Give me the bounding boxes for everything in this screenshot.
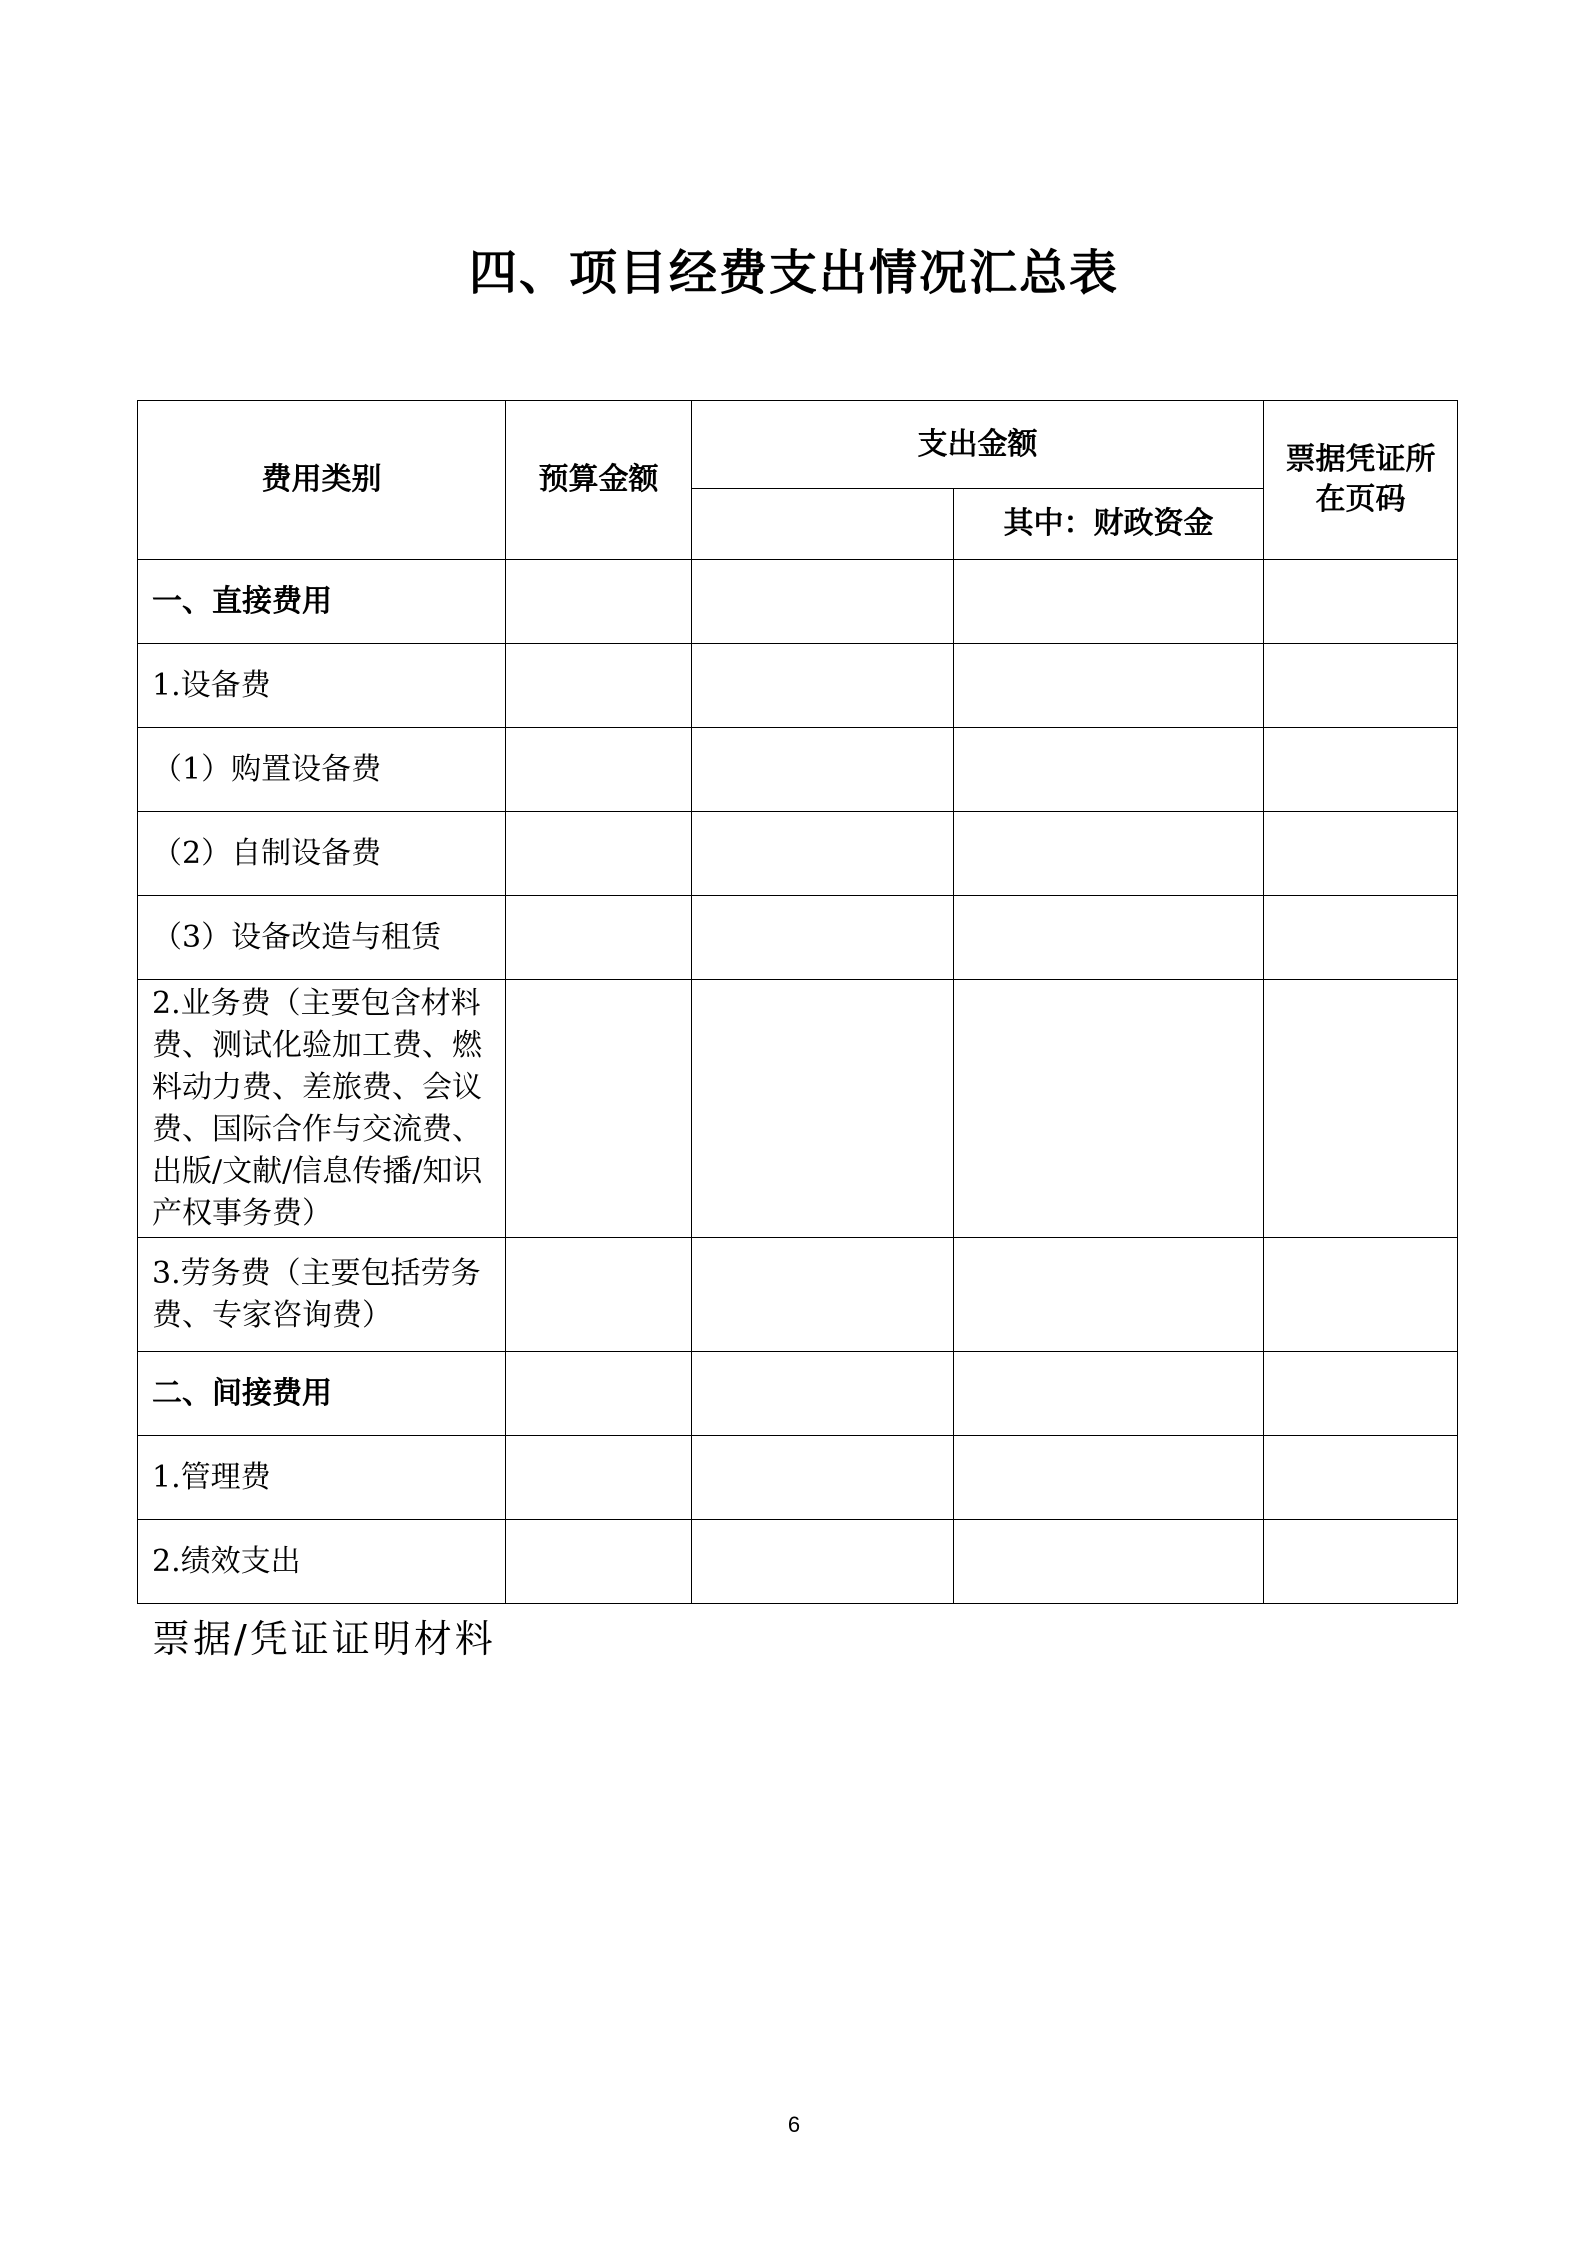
budget-cell [506,980,692,1238]
fiscal-cell [954,644,1264,728]
receipt-page-cell [1264,896,1458,980]
budget-cell [506,560,692,644]
row-label: 2.业务费（主要包含材料费、测试化验加工费、燃料动力费、差旅费、会议费、国际合作与交流费、出版/文献/信息传播/知识产权事务费） [138,980,506,1238]
expenditure-cell [692,1238,954,1352]
page-number: 6 [787,2112,801,2137]
receipt-page-cell [1264,560,1458,644]
page-title: 四、项目经费支出情况汇总表 [468,245,1119,301]
row-label: 2.绩效支出 [138,1520,506,1604]
expenditure-cell [692,728,954,812]
expenditure-cell [692,1520,954,1604]
table-row-indirect-costs [138,1352,1458,1436]
expenditure-cell [692,1436,954,1520]
fiscal-cell [954,728,1264,812]
table-row-business [138,980,1458,1238]
header-expenditure-total [692,489,954,560]
expenditure-cell [692,896,954,980]
header-receipt-page: 票据凭证所在页码 [1264,401,1458,560]
fiscal-cell [954,1520,1264,1604]
expenditure-cell [692,812,954,896]
receipt-page-cell [1264,1436,1458,1520]
row-label: 一、直接费用 [138,560,506,644]
table-row-equipment-self-made [138,812,1458,896]
fiscal-cell [954,980,1264,1238]
receipt-page-cell [1264,728,1458,812]
row-label: 3.劳务费（主要包括劳务费、专家咨询费） [138,1238,506,1352]
fiscal-cell [954,560,1264,644]
table-row-equipment [138,644,1458,728]
fiscal-cell [954,1238,1264,1352]
budget-cell [506,896,692,980]
header-expenditure-fiscal: 其中：财政资金 [954,489,1264,560]
receipt-materials-note: 票据/凭证证明材料 [152,1617,496,1661]
header-category: 费用类别 [138,401,506,560]
header-expenditure: 支出金额 [692,401,1264,489]
expense-summary-table [137,400,1458,1604]
table-row-direct-costs [138,560,1458,644]
budget-cell [506,1520,692,1604]
table-row-equipment-purchase [138,728,1458,812]
budget-cell [506,1436,692,1520]
row-label: 1.设备费 [138,644,506,728]
table-row-performance [138,1520,1458,1604]
fiscal-cell [954,1436,1264,1520]
budget-cell [506,728,692,812]
receipt-page-cell [1264,1520,1458,1604]
table-row-management [138,1436,1458,1520]
table-row-labor [138,1238,1458,1352]
budget-cell [506,812,692,896]
receipt-page-cell [1264,812,1458,896]
budget-cell [506,1352,692,1436]
fiscal-cell [954,896,1264,980]
receipt-page-cell [1264,644,1458,728]
expenditure-cell [692,980,954,1238]
table-row-equipment-lease [138,896,1458,980]
fiscal-cell [954,1352,1264,1436]
receipt-page-cell [1264,1238,1458,1352]
row-label: 二、间接费用 [138,1352,506,1436]
budget-cell [506,1238,692,1352]
budget-cell [506,644,692,728]
fiscal-cell [954,812,1264,896]
header-row-1 [138,401,1458,489]
header-budget: 预算金额 [506,401,692,560]
row-label: （3）设备改造与租赁 [138,896,506,980]
expenditure-cell [692,1352,954,1436]
receipt-page-cell [1264,1352,1458,1436]
expenditure-cell [692,644,954,728]
receipt-page-cell [1264,980,1458,1238]
row-label: （1）购置设备费 [138,728,506,812]
expenditure-cell [692,560,954,644]
row-label: 1.管理费 [138,1436,506,1520]
row-label: （2）自制设备费 [138,812,506,896]
